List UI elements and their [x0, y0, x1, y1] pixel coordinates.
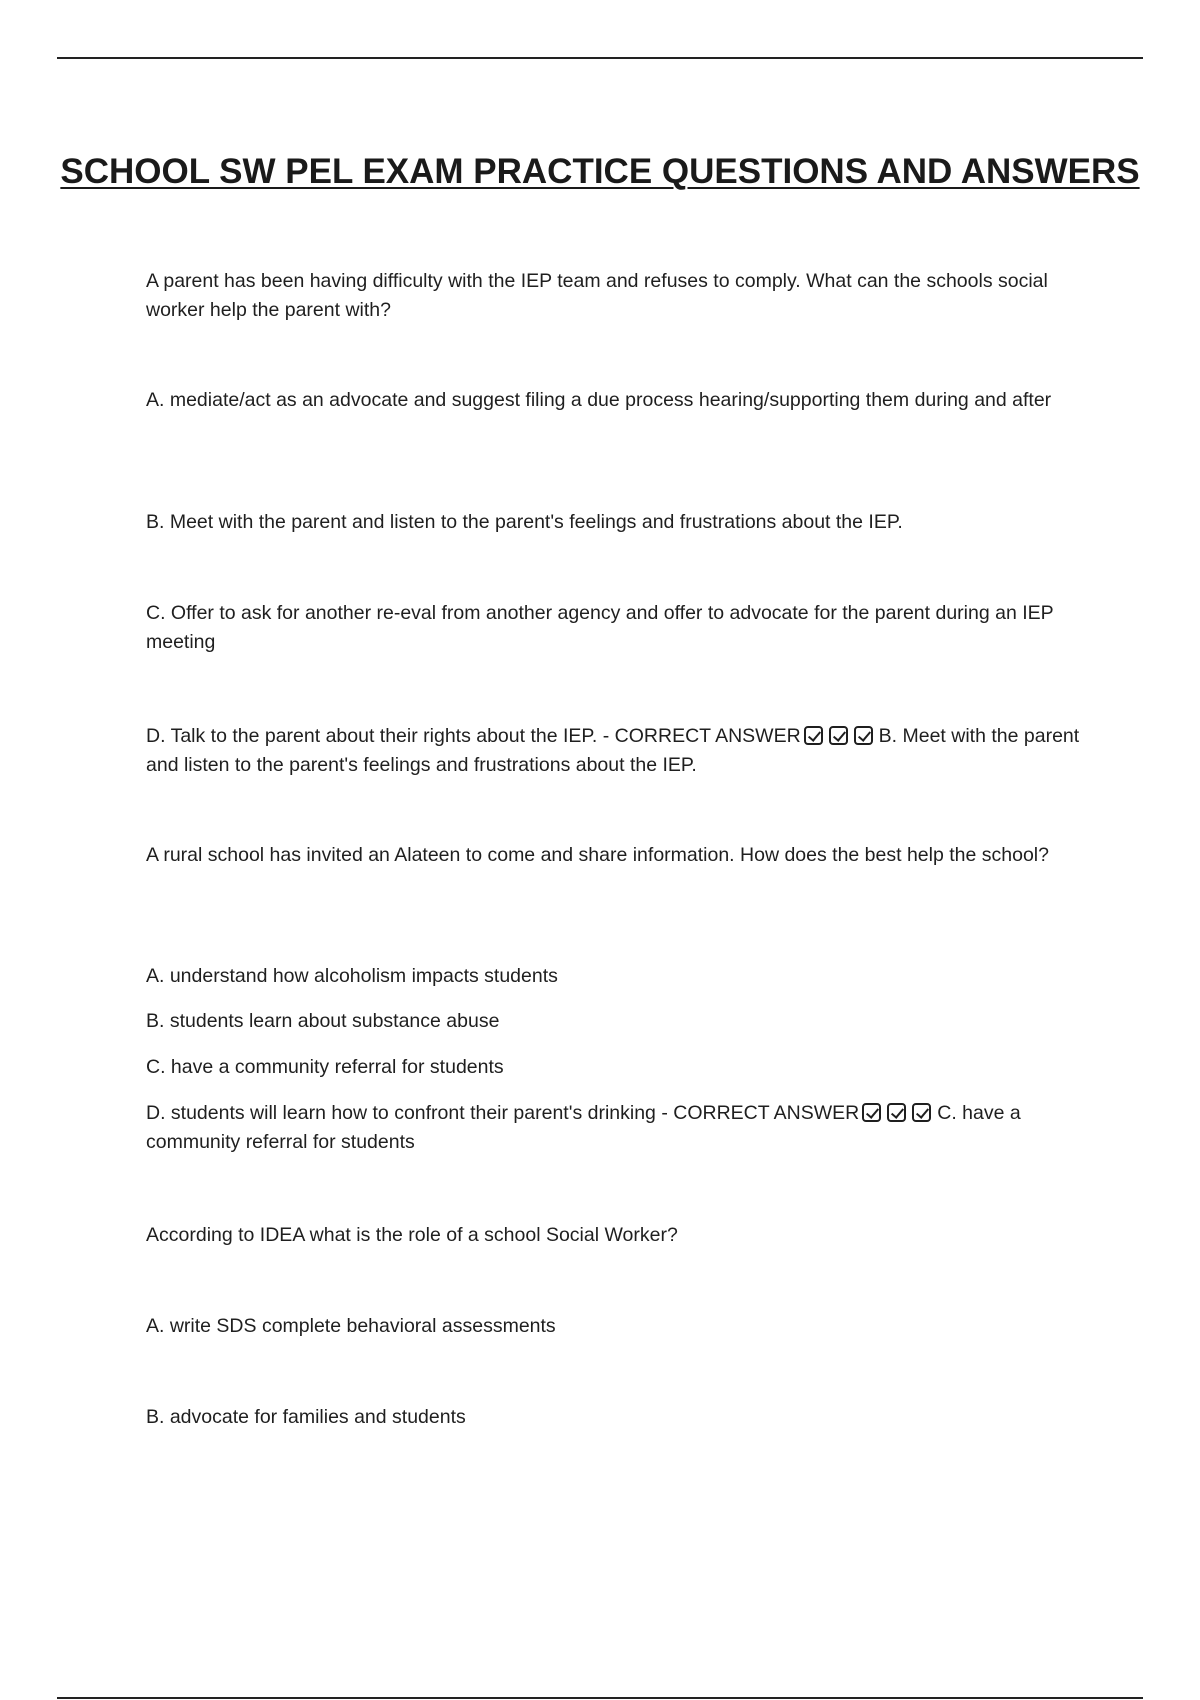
- question-2-option-d: D. students will learn how to confront their parent's drinking: [146, 1102, 656, 1124]
- page-title: [0, 145, 1200, 198]
- checkbox-checked-icon: [804, 726, 823, 745]
- question-1-option-d-with-answer: [146, 722, 1096, 780]
- footer-rule: [57, 1697, 1143, 1699]
- question-1-answer-marker: - CORRECT ANSWER: [602, 725, 801, 747]
- checkbox-checked-icon: [887, 1103, 906, 1122]
- question-3-text: According to IDEA what is the role of a school Social Worker?: [146, 1224, 678, 1246]
- checkbox-checked-icon: [862, 1103, 881, 1122]
- question-1-answer: B. Meet with the parent and listen to the parent's feelings and frustrations about the IEP.: [146, 725, 1080, 776]
- question-1-text: A parent has been having difficulty with the IEP team and refuses to comply. What can the schools social worker help the parent with?: [146, 270, 1048, 321]
- question-1-option-c: C. Offer to ask for another re-eval from another agency and offer to advocate for the parent during an IEP meeting: [146, 602, 1054, 653]
- question-1-option-b: B. Meet with the parent and listen to the parent's feelings and frustrations about the IEP.: [146, 511, 903, 533]
- checkbox-checked-icon: [854, 726, 873, 745]
- header-rule: [57, 57, 1143, 59]
- answer-checks: [862, 1102, 937, 1124]
- question-3-option-a: A. write SDS complete behavioral assessments: [146, 1315, 556, 1337]
- question-2-option-c: C. have a community referral for students: [146, 1056, 504, 1078]
- question-1-option-d: D. Talk to the parent about their rights about the IEP.: [146, 725, 598, 747]
- question-2-text: A rural school has invited an Alateen to come and share information. How does the best help the school?: [146, 844, 1049, 866]
- question-2-option-d-with-answer: [146, 1099, 1096, 1157]
- question-2-option-b: B. students learn about substance abuse: [146, 1010, 500, 1032]
- answer-checks: [804, 725, 879, 747]
- question-2-option-a: A. understand how alcoholism impacts students: [146, 965, 558, 987]
- page-title-text: SCHOOL SW PEL EXAM PRACTICE QUESTIONS AND ANSWERS: [60, 152, 1140, 191]
- question-2-answer: C. have a community referral for students: [146, 1102, 1021, 1153]
- checkbox-checked-icon: [829, 726, 848, 745]
- checkbox-checked-icon: [912, 1103, 931, 1122]
- question-3-option-b: B. advocate for families and students: [146, 1406, 466, 1428]
- question-1-option-a: A. mediate/act as an advocate and suggest filing a due process hearing/supporting them during and after: [146, 389, 1052, 411]
- question-2-answer-marker: - CORRECT ANSWER: [661, 1102, 860, 1124]
